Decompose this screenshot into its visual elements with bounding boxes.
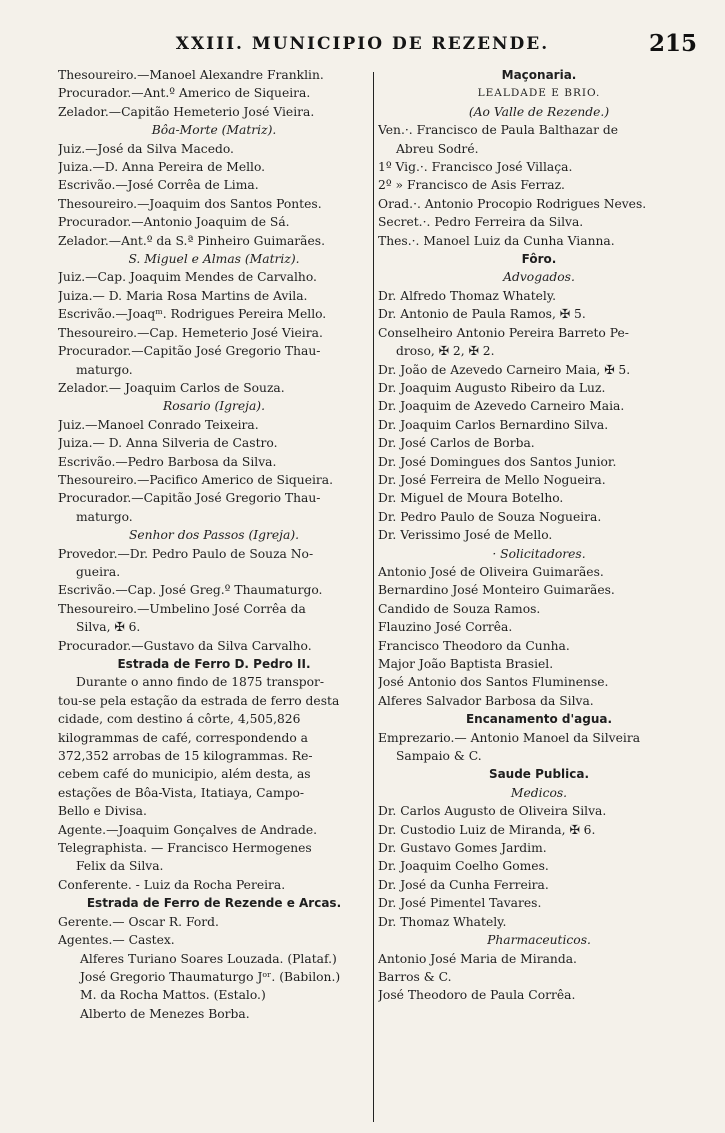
text-line: Agente.—Joaquim Gonçalves de Andrade. bbox=[58, 822, 318, 837]
text-line: Procurador.—Capitão José Gregorio Thau- bbox=[58, 344, 321, 359]
text-line: Juiza.— D. Maria Rosa Martins de Avila. bbox=[58, 288, 308, 303]
text-line: Telegraphista. — Francisco Hermogenes bbox=[58, 841, 312, 856]
text-line: Thesoureiro.—Umbelino José Corrêa da bbox=[58, 601, 306, 616]
text-line: estações de Bôa-Vista, Itatiaya, Campo- bbox=[58, 785, 304, 800]
text-line: Juiz.—José da Silva Macedo. bbox=[58, 141, 234, 156]
text-line: droso, ✠ 2, ✠ 2. bbox=[396, 344, 495, 359]
text-line: Provedor.—Dr. Pedro Paulo de Souza No- bbox=[58, 546, 314, 561]
text-line: Dr. José Domingues dos Santos Junior. bbox=[378, 454, 617, 469]
subsection-heading: Rosario (Igreja). bbox=[163, 399, 265, 414]
text-line: Thesoureiro.—Joaquim dos Santos Pontes. bbox=[58, 196, 322, 211]
text-line: Procurador.—Gustavo da Silva Carvalho. bbox=[58, 638, 312, 653]
text-line: José Gregorio Thaumaturgo Jᵒʳ. (Babilon.) bbox=[80, 969, 341, 984]
text-line: Antonio José de Oliveira Guimarães. bbox=[378, 564, 604, 579]
text-line: 372,352 arrobas de 15 kilogrammas. Re- bbox=[58, 749, 313, 764]
text-line: Alferes Salvador Barbosa da Silva. bbox=[378, 693, 594, 708]
text-line: Thesoureiro.—Pacifico Americo de Siqueira. bbox=[58, 472, 334, 487]
text-line: Dr. Joaquim Carlos Bernardino Silva. bbox=[378, 417, 609, 432]
text-line: José Theodoro de Paula Corrêa. bbox=[378, 988, 576, 1003]
text-line: Dr. Custodio Luiz de Miranda, ✠ 6. bbox=[378, 822, 596, 837]
section-heading: Saude Publica. bbox=[488, 767, 590, 782]
section-heading: Estrada de Ferro de Rezende e Arcas. bbox=[86, 896, 342, 911]
text-line: Conselheiro Antonio Pereira Barreto Pe- bbox=[378, 325, 629, 340]
text-line: Candido de Souza Ramos. bbox=[378, 601, 541, 616]
text-line: Alferes Turiano Soares Louzada. (Plataf.) bbox=[80, 951, 337, 966]
text-line: Juiza.— D. Anna Silveria de Castro. bbox=[58, 436, 278, 451]
text-line: Durante o anno findo de 1875 transpor- bbox=[76, 675, 325, 690]
text-line: Antonio José Maria de Miranda. bbox=[378, 951, 577, 966]
text-line: Procurador.—Antonio Joaquim de Sá. bbox=[58, 215, 290, 230]
text-line: cebem café do municipio, além desta, as bbox=[58, 767, 311, 782]
text-line: Orad.·. Antonio Procopio Rodrigues Neves. bbox=[378, 196, 647, 211]
text-line: Secret.·. Pedro Ferreira da Silva. bbox=[378, 215, 584, 230]
text-line: Dr. Joaquim Coelho Gomes. bbox=[378, 859, 549, 874]
text-line: Juiza.—D. Anna Pereira de Mello. bbox=[58, 160, 266, 175]
text-line: Dr. José Carlos de Borba. bbox=[378, 436, 535, 451]
text-line: Agentes.— Castex. bbox=[58, 933, 175, 948]
text-line: Bernardino José Monteiro Guimarães. bbox=[378, 583, 615, 598]
text-line: Zelador.—Ant.º da S.ª Pinheiro Guimarães. bbox=[58, 233, 326, 248]
subsection-heading: Bôa-Morte (Matriz). bbox=[151, 123, 277, 138]
text-line: Silva, ✠ 6. bbox=[76, 620, 141, 635]
section-heading: Encanamento d'agua. bbox=[465, 712, 613, 727]
text-line: Dr. Carlos Augusto de Oliveira Silva. bbox=[378, 804, 607, 819]
text-line: José Antonio dos Santos Fluminense. bbox=[378, 675, 609, 690]
section-heading: Fôro. bbox=[521, 252, 557, 267]
subsection-heading: Medicos. bbox=[510, 785, 568, 800]
text-line: Dr. Joaquim de Azevedo Carneiro Maia. bbox=[378, 399, 625, 414]
text-line: Thes.·. Manoel Luiz da Cunha Vianna. bbox=[378, 233, 615, 248]
text-line: Procurador.—Ant.º Americo de Siqueira. bbox=[58, 86, 311, 101]
text-line: Procurador.—Capitão José Gregorio Thau- bbox=[58, 491, 321, 506]
text-line: Gerente.— Oscar R. Ford. bbox=[58, 914, 219, 929]
text-line: Dr. Alfredo Thomaz Whately. bbox=[378, 288, 557, 303]
text-line: maturgo. bbox=[76, 362, 133, 377]
subsection-heading: (Ao Valle de Rezende.) bbox=[468, 104, 610, 119]
text-line: M. da Rocha Mattos. (Estalo.) bbox=[80, 988, 266, 1003]
text-line: Flauzino José Corrêa. bbox=[378, 620, 513, 635]
text-line: Dr. Antonio de Paula Ramos, ✠ 5. bbox=[378, 307, 586, 322]
text-line: Escrivão.—Joaqᵐ. Rodrigues Pereira Mello. bbox=[58, 307, 327, 322]
text-line: Dr. Thomaz Whately. bbox=[378, 914, 507, 929]
text-line: Juiz.—Cap. Joaquim Mendes de Carvalho. bbox=[58, 270, 317, 285]
text-line: maturgo. bbox=[76, 509, 133, 524]
text-line: Zelador.—Capitão Hemeterio José Vieira. bbox=[58, 104, 315, 119]
text-line: Dr. Joaquim Augusto Ribeiro da Luz. bbox=[378, 380, 606, 395]
text-line: Dr. João de Azevedo Carneiro Maia, ✠ 5. bbox=[378, 362, 631, 377]
text-line: 1º Vig.·. Francisco José Villaça. bbox=[378, 160, 573, 175]
running-header bbox=[0, 30, 725, 64]
page-number: 215 bbox=[648, 30, 697, 57]
text-line: Felix da Silva. bbox=[76, 859, 164, 874]
text-line: 2º » Francisco de Asis Ferraz. bbox=[378, 178, 565, 193]
text-line: Dr. Gustavo Gomes Jardim. bbox=[378, 841, 547, 856]
text-line: Francisco Theodoro da Cunha. bbox=[378, 638, 570, 653]
text-line: Juiz.—Manoel Conrado Teixeira. bbox=[58, 417, 259, 432]
section-heading: Maçonaria. bbox=[501, 68, 577, 82]
text-line: cidade, com destino á côrte, 4,505,826 bbox=[58, 712, 301, 727]
subsection-heading: S. Miguel e Almas (Matriz). bbox=[128, 252, 300, 267]
subsection-heading: Senhor dos Passos (Igreja). bbox=[128, 528, 300, 543]
text-line: Major João Baptista Brasiel. bbox=[378, 657, 554, 671]
running-title: XXIII. MUNICIPIO DE REZENDE. bbox=[175, 34, 550, 54]
left-column bbox=[58, 66, 370, 1023]
text-line: Zelador.— Joaquim Carlos de Souza. bbox=[58, 380, 285, 395]
text-line: gueira. bbox=[76, 564, 121, 579]
text-line: Thesoureiro.—Manoel Alexandre Franklin. bbox=[58, 68, 324, 82]
text-line: Dr. José Ferreira de Mello Nogueira. bbox=[378, 472, 606, 487]
text-line: Conferente. - Luiz da Rocha Pereira. bbox=[58, 877, 286, 892]
text-line: Emprezario.— Antonio Manoel da Silveira bbox=[378, 730, 641, 745]
text-line: tou-se pela estação da estrada de ferro desta bbox=[58, 693, 340, 708]
text-line: Dr. Pedro Paulo de Souza Nogueira. bbox=[378, 509, 602, 524]
subsection-heading: LEALDADE E BRIO. bbox=[477, 87, 601, 100]
subsection-heading: Advogados. bbox=[503, 270, 575, 285]
text-line: Dr. Miguel de Moura Botelho. bbox=[378, 491, 564, 506]
section-heading: Estrada de Ferro D. Pedro II. bbox=[117, 657, 311, 671]
text-line: kilogrammas de café, correspondendo a bbox=[58, 730, 309, 745]
subsection-heading: Pharmaceuticos. bbox=[487, 933, 591, 948]
text-line: Escrivão.—José Corrêa de Lima. bbox=[58, 178, 259, 193]
text-line: Dr. Verissimo José de Mello. bbox=[378, 528, 553, 543]
text-line: Barros & C. bbox=[378, 969, 452, 984]
text-line: Dr. José Pimentel Tavares. bbox=[378, 896, 542, 911]
text-line: Ven.·. Francisco de Paula Balthazar de bbox=[378, 123, 619, 138]
text-line: Bello e Divisa. bbox=[58, 804, 147, 819]
right-column bbox=[378, 66, 700, 1005]
subsection-heading: · Solicitadores. bbox=[492, 546, 586, 561]
text-line: Escrivão.—Cap. José Greg.º Thaumaturgo. bbox=[58, 583, 323, 598]
text-line: Alberto de Menezes Borba. bbox=[80, 1006, 250, 1021]
text-line: Dr. José da Cunha Ferreira. bbox=[378, 877, 549, 892]
text-line: Thesoureiro.—Cap. Hemeterio José Vieira. bbox=[58, 325, 323, 340]
text-line: Escrivão.—Pedro Barbosa da Silva. bbox=[58, 454, 277, 469]
text-line: Sampaio & C. bbox=[396, 749, 482, 764]
text-line: Abreu Sodré. bbox=[396, 141, 479, 156]
column-divider bbox=[373, 72, 374, 1122]
